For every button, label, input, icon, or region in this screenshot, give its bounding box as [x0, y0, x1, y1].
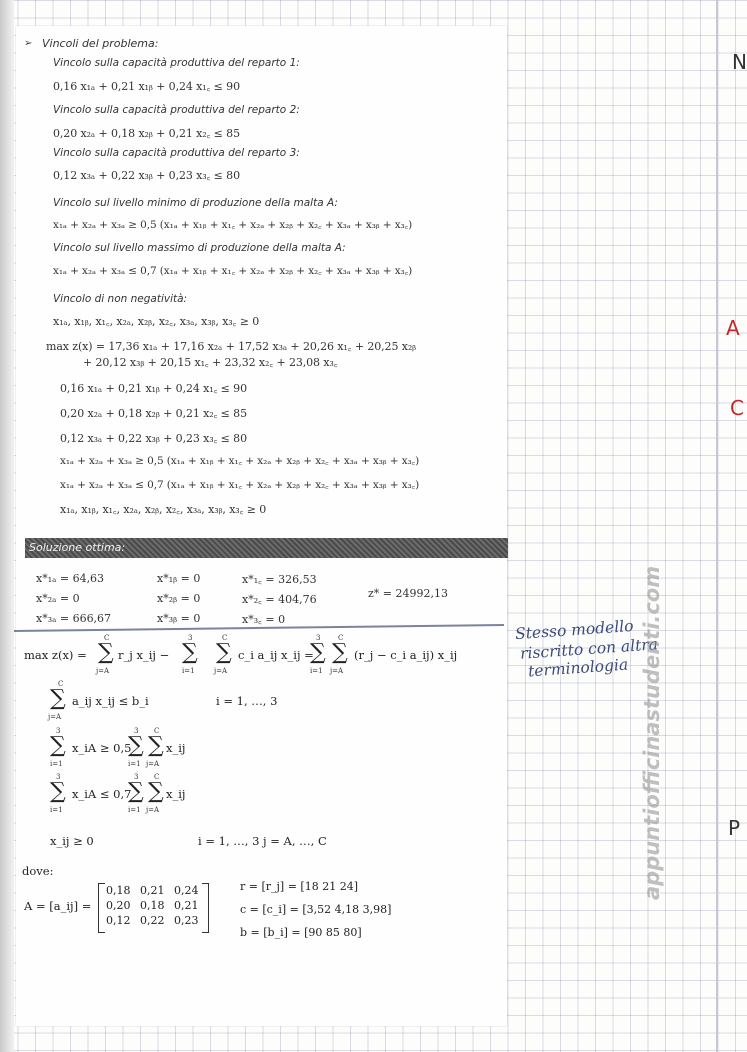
handwritten-note-line: Stesso modello [514, 616, 635, 644]
sigma-symbol: ∑ [50, 779, 66, 804]
model-row: x₁ₐ + x₂ₐ + x₃ₐ ≤ 0,7 (x₁ₐ + x₁ᵦ + x₁꜀ + x₂ₐ + x₂ᵦ + x₂꜀ + x₃ₐ + x₃ᵦ + x₃꜀) [60, 479, 420, 491]
sum-upper-limit: C [222, 634, 228, 642]
index-range: i = 1, …, 3 j = A, …, C [198, 834, 327, 848]
solution-value: x*₁ₐ = 64,63 [36, 572, 105, 585]
sum-upper-limit: C [338, 634, 344, 642]
constraint-label: Vincolo di non negatività: [53, 293, 188, 305]
next-page-strip [718, 0, 747, 1052]
sigma-symbol: ∑ [50, 733, 66, 758]
sum-upper-limit: 3 [134, 727, 139, 735]
matrix-cell: 0,24 [174, 884, 199, 897]
sum-upper-limit: 3 [56, 727, 61, 735]
solution-header-band [25, 538, 508, 558]
solution-value: x*₁꜀ = 326,53 [242, 573, 317, 586]
sigma-symbol: ∑ [182, 640, 198, 665]
sum-lower-limit: j=A [146, 806, 160, 814]
sigma-symbol: ∑ [310, 640, 326, 665]
general-constraint: x_iA ≥ 0,5 [72, 741, 132, 755]
sigma-symbol: ∑ [128, 779, 144, 804]
matrix-cell: 0,12 [106, 914, 131, 927]
constraint-label: Vincolo sul livello massimo di produzione della malta A: [53, 242, 346, 254]
constraint-label: Vincolo sulla capacità produttiva del reparto 2: [53, 104, 300, 116]
sigma-symbol: ∑ [216, 640, 232, 665]
constraint-formula: x₁ₐ + x₂ₐ + x₃ₐ ≥ 0,5 (x₁ₐ + x₁ᵦ + x₁꜀ + x₂ₐ + x₂ᵦ + x₂꜀ + x₃ₐ + x₃ᵦ + x₃꜀) [53, 219, 413, 231]
solution-value: x*₃꜀ = 0 [242, 613, 286, 626]
sum-lower-limit: i=1 [50, 760, 63, 768]
solution-value: x*₂ₐ = 0 [36, 592, 80, 605]
matrix-a-lhs: A = [a_ij] = [24, 899, 92, 913]
sum-upper-limit: 3 [188, 634, 193, 642]
sum-lower-limit: i=1 [50, 806, 63, 814]
sum-lower-limit: j=A [146, 760, 160, 768]
constraint-formula: 0,16 x₁ₐ + 0,21 x₁ᵦ + 0,24 x₁꜀ ≤ 90 [53, 80, 240, 93]
sum-lower-limit: i=1 [128, 806, 141, 814]
cut-off-ink: P [728, 816, 741, 840]
sum-upper-limit: C [154, 727, 160, 735]
sum-upper-limit: 3 [56, 773, 61, 781]
sigma-symbol: ∑ [50, 686, 66, 711]
model-row: x₁ₐ, x₁ᵦ, x₁꜀, x₂ₐ, x₂ᵦ, x₂꜀, x₃ₐ, x₃ᵦ, x₃꜀ ≥ 0 [60, 503, 267, 516]
objective-function-continued: + 20,12 x₃ᵦ + 20,15 x₁꜀ + 23,32 x₂꜀ + 23,08 x₃꜀ [83, 356, 338, 369]
general-nonnegativity: x_ij ≥ 0 [50, 834, 94, 848]
cut-off-ink: A [726, 316, 740, 340]
solution-value: x*₃ₐ = 666,67 [36, 612, 112, 625]
definitions-label: dove: [22, 864, 54, 878]
matrix-cell: 0,21 [140, 884, 165, 897]
solution-value: x*₂ᵦ = 0 [157, 592, 201, 605]
handwritten-note-line: riscritto con altra [519, 635, 659, 663]
index-range: i = 1, …, 3 [216, 694, 278, 708]
general-constraint: a_ij x_ij ≤ b_i [72, 694, 149, 708]
matrix-right-bracket [202, 883, 209, 933]
sigma-symbol: ∑ [332, 640, 348, 665]
sigma-symbol: ∑ [148, 733, 164, 758]
constraint-label: Vincolo sulla capacità produttiva del reparto 1: [53, 57, 300, 69]
sum-upper-limit: C [58, 680, 64, 688]
model-row: 0,20 x₂ₐ + 0,18 x₂ᵦ + 0,21 x₂꜀ ≤ 85 [60, 407, 247, 420]
matrix-left-bracket [98, 883, 105, 933]
constraint-formula: x₁ₐ + x₂ₐ + x₃ₐ ≤ 0,7 (x₁ₐ + x₁ᵦ + x₁꜀ + x₂ₐ + x₂ᵦ + x₂꜀ + x₃ₐ + x₃ᵦ + x₃꜀) [53, 265, 413, 277]
matrix-cell: 0,18 [106, 884, 131, 897]
cut-off-ink: N [732, 50, 747, 74]
optimal-objective-value: z* = 24992,13 [368, 587, 448, 600]
bullet-arrow-icon: ➢ [24, 38, 33, 49]
general-constraint: x_iA ≤ 0,7 [72, 787, 132, 801]
sigma-symbol: ∑ [128, 733, 144, 758]
objective-function: max z(x) = 17,36 x₁ₐ + 17,16 x₂ₐ + 17,52 x₃ₐ + 20,26 x₁꜀ + 20,25 x₂ᵦ [46, 340, 417, 353]
general-objective-term: c_i a_ij x_ij = [238, 648, 314, 662]
sum-lower-limit: i=1 [310, 667, 323, 675]
sum-lower-limit: i=1 [182, 667, 195, 675]
solution-value: x*₂꜀ = 404,76 [242, 593, 317, 606]
sum-upper-limit: 3 [134, 773, 139, 781]
sum-upper-limit: C [104, 634, 110, 642]
matrix-cell: 0,18 [140, 899, 165, 912]
sigma-symbol: ∑ [148, 779, 164, 804]
section-title: Vincoli del problema: [42, 37, 159, 50]
general-objective-term: r_j x_ij − [118, 648, 170, 662]
vector-r: r = [r_j] = [18 21 24] [240, 880, 358, 893]
matrix-cell: 0,22 [140, 914, 165, 927]
sum-lower-limit: j=A [214, 667, 228, 675]
sum-lower-limit: j=A [48, 713, 62, 721]
sum-upper-limit: C [154, 773, 160, 781]
matrix-cell: 0,20 [106, 899, 131, 912]
constraint-formula: 0,12 x₃ₐ + 0,22 x₃ᵦ + 0,23 x₃꜀ ≤ 80 [53, 169, 240, 182]
sum-lower-limit: j=A [96, 667, 110, 675]
solution-value: x*₃ᵦ = 0 [157, 612, 201, 625]
matrix-cell: 0,21 [174, 899, 199, 912]
sigma-symbol: ∑ [98, 640, 114, 665]
general-constraint: x_ij [166, 787, 186, 801]
sum-upper-limit: 3 [316, 634, 321, 642]
printed-sheet [16, 26, 507, 1026]
solution-title: Soluzione ottima: [29, 541, 126, 554]
solution-value: x*₁ᵦ = 0 [157, 572, 201, 585]
watermark: appuntiofficinastudenti.com [640, 565, 664, 900]
vector-b: b = [b_i] = [90 85 80] [240, 926, 362, 939]
constraint-label: Vincolo sulla capacità produttiva del reparto 3: [53, 147, 300, 159]
model-row: 0,16 x₁ₐ + 0,21 x₁ᵦ + 0,24 x₁꜀ ≤ 90 [60, 382, 247, 395]
general-objective-lhs: max z(x) = [24, 648, 87, 662]
model-row: x₁ₐ + x₂ₐ + x₃ₐ ≥ 0,5 (x₁ₐ + x₁ᵦ + x₁꜀ + x₂ₐ + x₂ᵦ + x₂꜀ + x₃ₐ + x₃ᵦ + x₃꜀) [60, 455, 420, 467]
general-constraint: x_ij [166, 741, 186, 755]
constraint-label: Vincolo sul livello minimo di produzione della malta A: [53, 197, 338, 209]
general-objective-term: (r_j − c_i a_ij) x_ij [354, 648, 458, 662]
handwritten-note-line: terminologia [527, 655, 629, 681]
notebook-binding [0, 0, 14, 1052]
model-row: 0,12 x₃ₐ + 0,22 x₃ᵦ + 0,23 x₃꜀ ≤ 80 [60, 432, 247, 445]
matrix-cell: 0,23 [174, 914, 199, 927]
cut-off-ink: C [730, 396, 744, 420]
sum-lower-limit: j=A [330, 667, 344, 675]
constraint-formula: 0,20 x₂ₐ + 0,18 x₂ᵦ + 0,21 x₂꜀ ≤ 85 [53, 127, 240, 140]
vector-c: c = [c_i] = [3,52 4,18 3,98] [240, 903, 392, 916]
sum-lower-limit: i=1 [128, 760, 141, 768]
constraint-formula: x₁ₐ, x₁ᵦ, x₁꜀, x₂ₐ, x₂ᵦ, x₂꜀, x₃ₐ, x₃ᵦ, x₃꜀ ≥ 0 [53, 315, 260, 328]
